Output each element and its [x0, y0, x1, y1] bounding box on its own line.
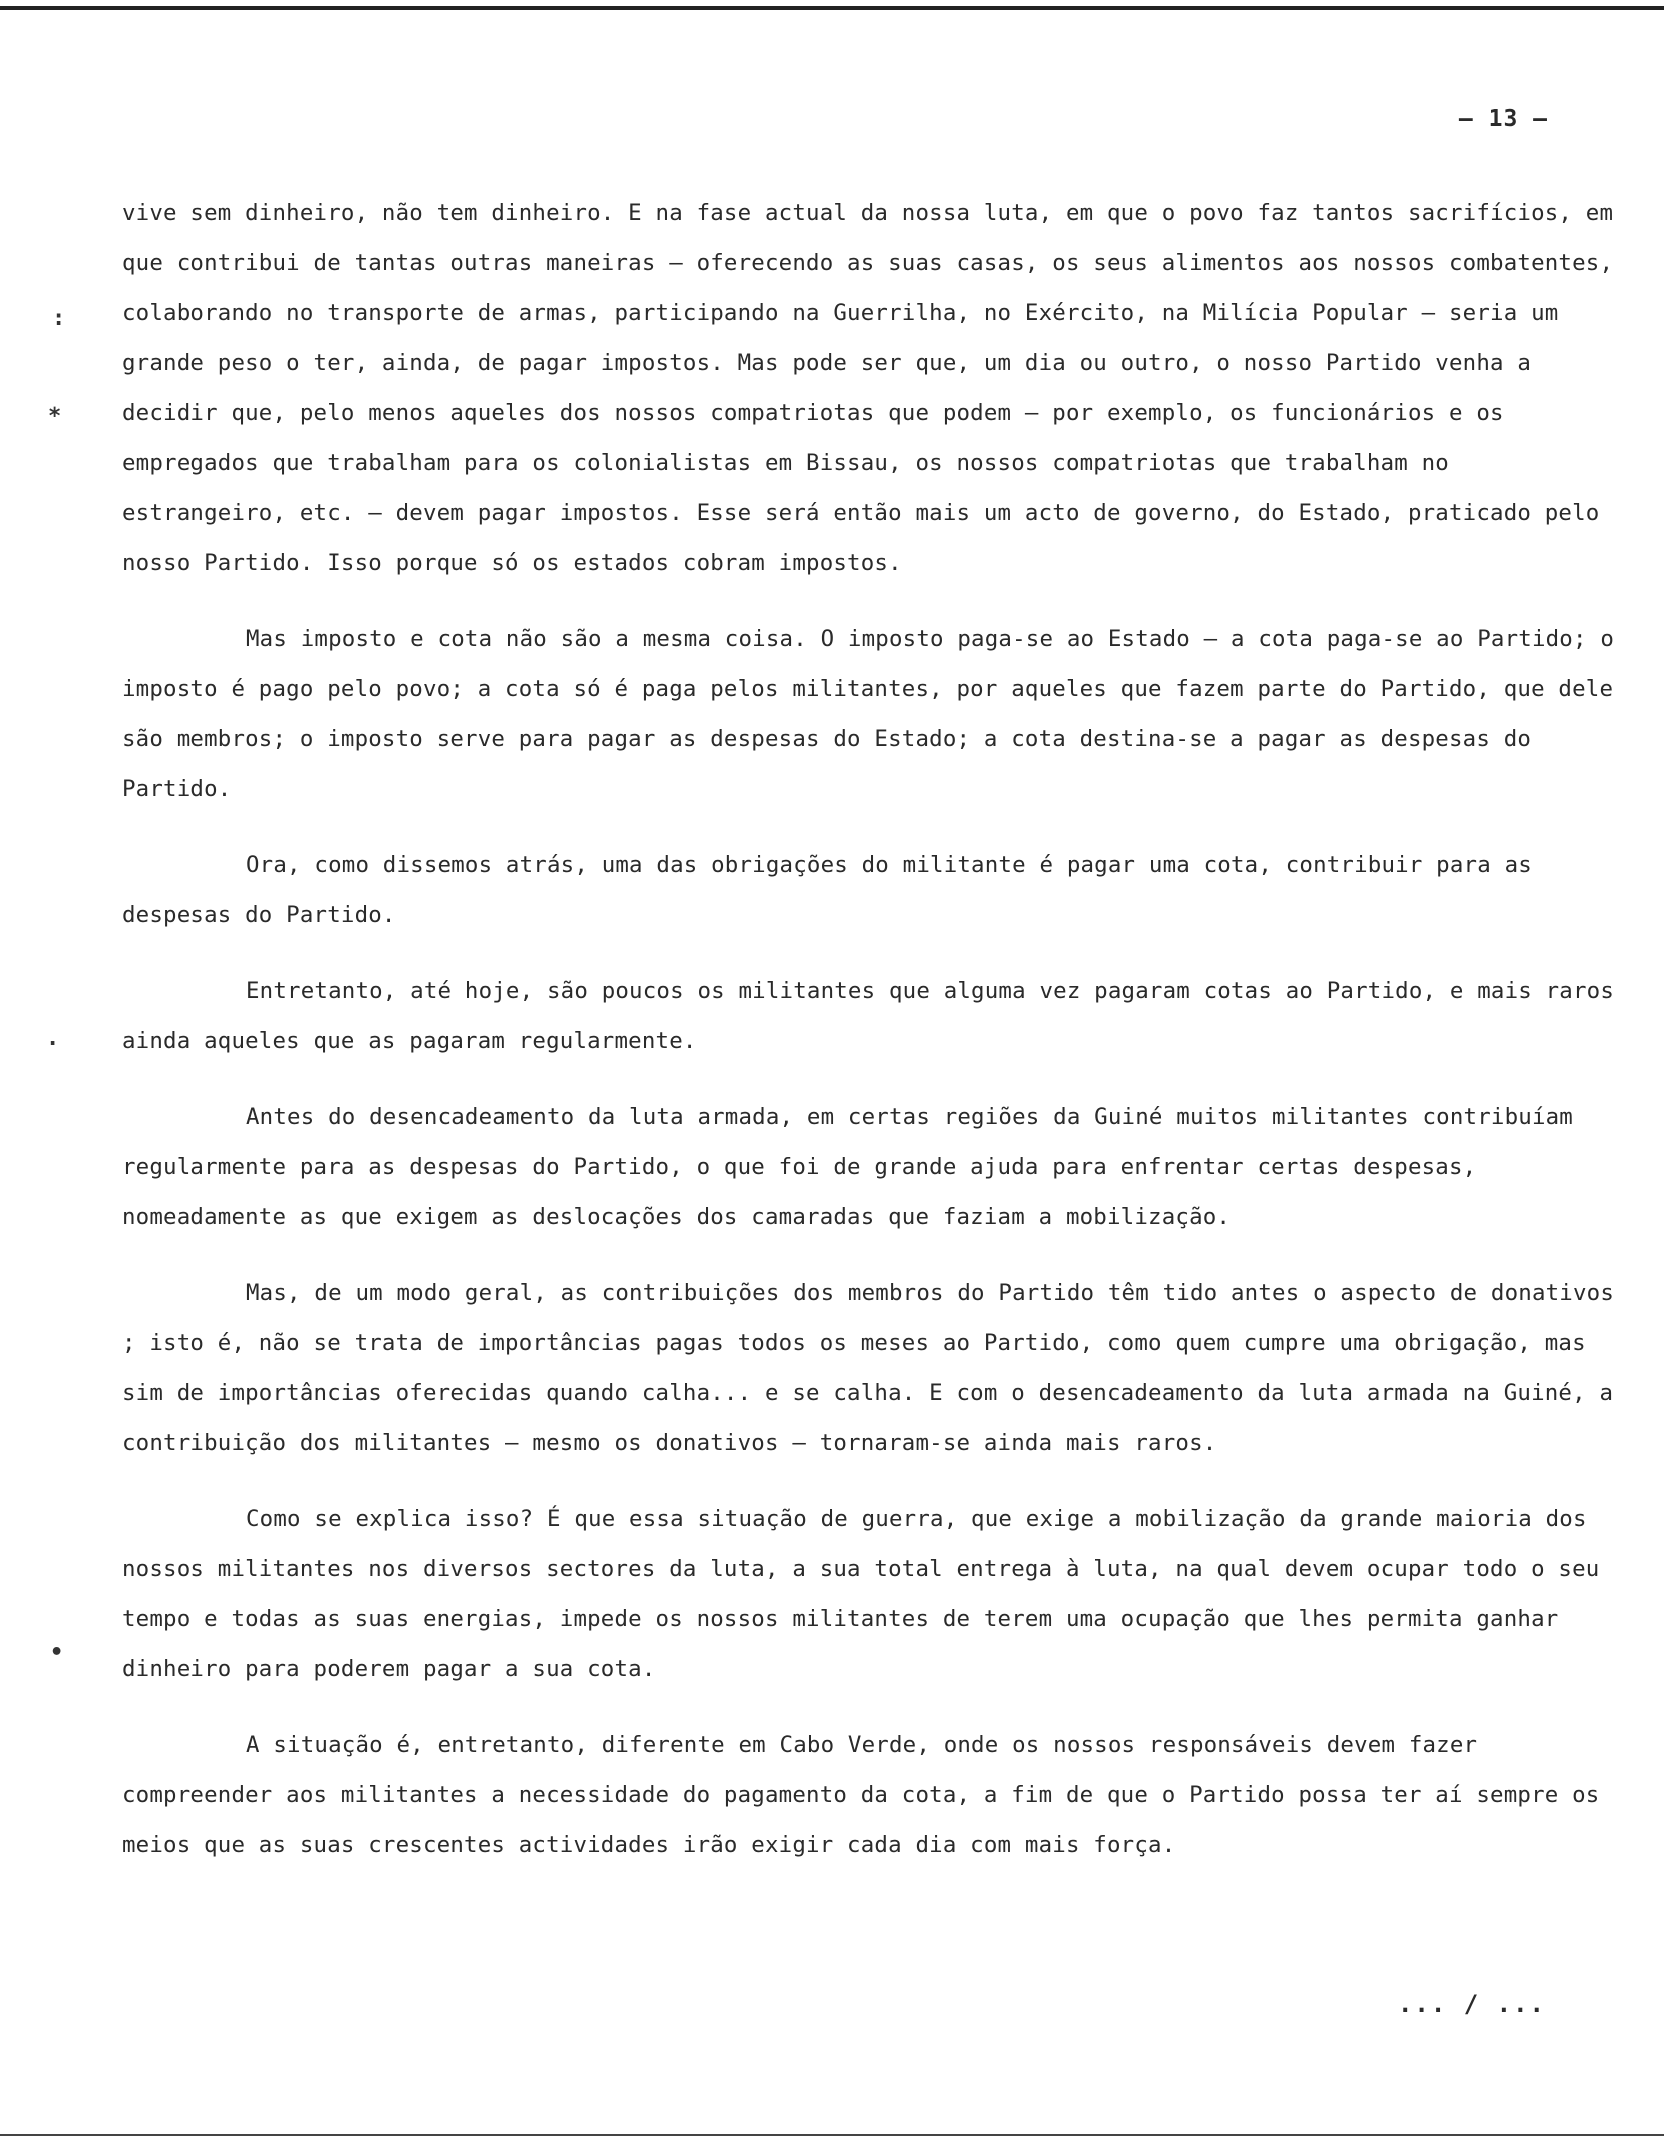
- paragraph: Como se explica isso? É que essa situação de guerra, que exige a mobilização da grande maioria dos nossos militantes nos diversos sectores da luta, a sua total entrega à luta, na qual devem ocupar todo o seu tempo e todas as suas energias, impede os nossos militantes de terem uma ocupação que lhes permita ganhar dinheiro para poderem pagar a sua cota.: [122, 1506, 1600, 1682]
- paragraph: A situação é, entretanto, diferente em Cabo Verde, onde os nossos responsáveis devem fazer compreender aos militantes a necessidade do pagamento da cota, a fim de que o Partido possa ter aí sempre os meios que as suas crescentes actividades irão exigir cada dia com mais força.: [122, 1732, 1600, 1858]
- paragraph: Antes do desencadeamento da luta armada, em certas regiões da Guiné muitos militantes contribuíam regularmente para as despesas do Partido, o que foi de grande ajuda para enfrentar certas despesas, nomeadamente as que exigem as deslocações dos camaradas que faziam a mobilização.: [122, 1104, 1573, 1230]
- continuation-marker: ... / ...: [1397, 1990, 1546, 2018]
- paragraph: vive sem dinheiro, não tem dinheiro. E na fase actual da nossa luta, em que o povo faz tantos sacrifícios, em que contribui de tantas outras maneiras – oferecendo as suas casas, os seus alimentos aos nossos combatentes, colaborando no transporte de armas, participando na Guerrilha, no Exército, na Milícia Popular – seria um grande peso o ter, ainda, de pagar impostos. Mas pode ser que, um dia ou outro, o nosso Partido venha a decidir que, pelo menos aqueles dos nossos compatriotas que podem – por exemplo, os funcionários e os empregados que trabalham para os colonialistas em Bissau, os nossos compatriotas que trabalham no estrangeiro, etc. – devem pagar impostos. Esse será então mais um acto de governo, do Estado, praticado pelo nosso Partido. Isso porque só os estados cobram impostos.: [122, 200, 1614, 576]
- page-number: – 13 –: [1458, 106, 1548, 132]
- paragraph: Mas imposto e cota não são a mesma coisa. O imposto paga-se ao Estado – a cota paga-se ao Partido; o imposto é pago pelo povo; a cota só é paga pelos militantes, por aqueles que fazem parte do Partido, que dele são membros; o imposto serve para pagar as despesas do Estado; a cota destina-se a pagar as despesas do Partido.: [122, 626, 1615, 802]
- paragraph: Mas, de um modo geral, as contribuições dos membros do Partido têm tido antes o aspecto de donativos ; isto é, não se trata de importâncias pagas todos os meses ao Partido, como quem cumpre uma obrigação, mas sim de importâncias oferecidas quando calha... e se calha. E com o desencadeamento da luta armada na Guiné, a contribuição dos militantes – mesmo os donativos – tornaram-se ainda mais raros.: [122, 1280, 1615, 1456]
- paragraph: Ora, como dissemos atrás, uma das obrigações do militante é pagar uma cota, contribuir para as despesas do Partido.: [122, 852, 1532, 928]
- margin-dot-mark: ·: [46, 1032, 60, 1057]
- margin-dot-mark: :: [52, 306, 66, 331]
- top-border-line: [0, 6, 1664, 10]
- margin-tick-mark: *: [48, 404, 62, 429]
- paragraph: Entretanto, até hoje, são poucos os militantes que alguma vez pagaram cotas ao Partido, e mais raros ainda aqueles que as pagaram regularmente.: [122, 978, 1615, 1054]
- bottom-border-line: [0, 2134, 1664, 2136]
- margin-dot-mark: •: [50, 1640, 64, 1665]
- document-body: [122, 188, 1622, 1870]
